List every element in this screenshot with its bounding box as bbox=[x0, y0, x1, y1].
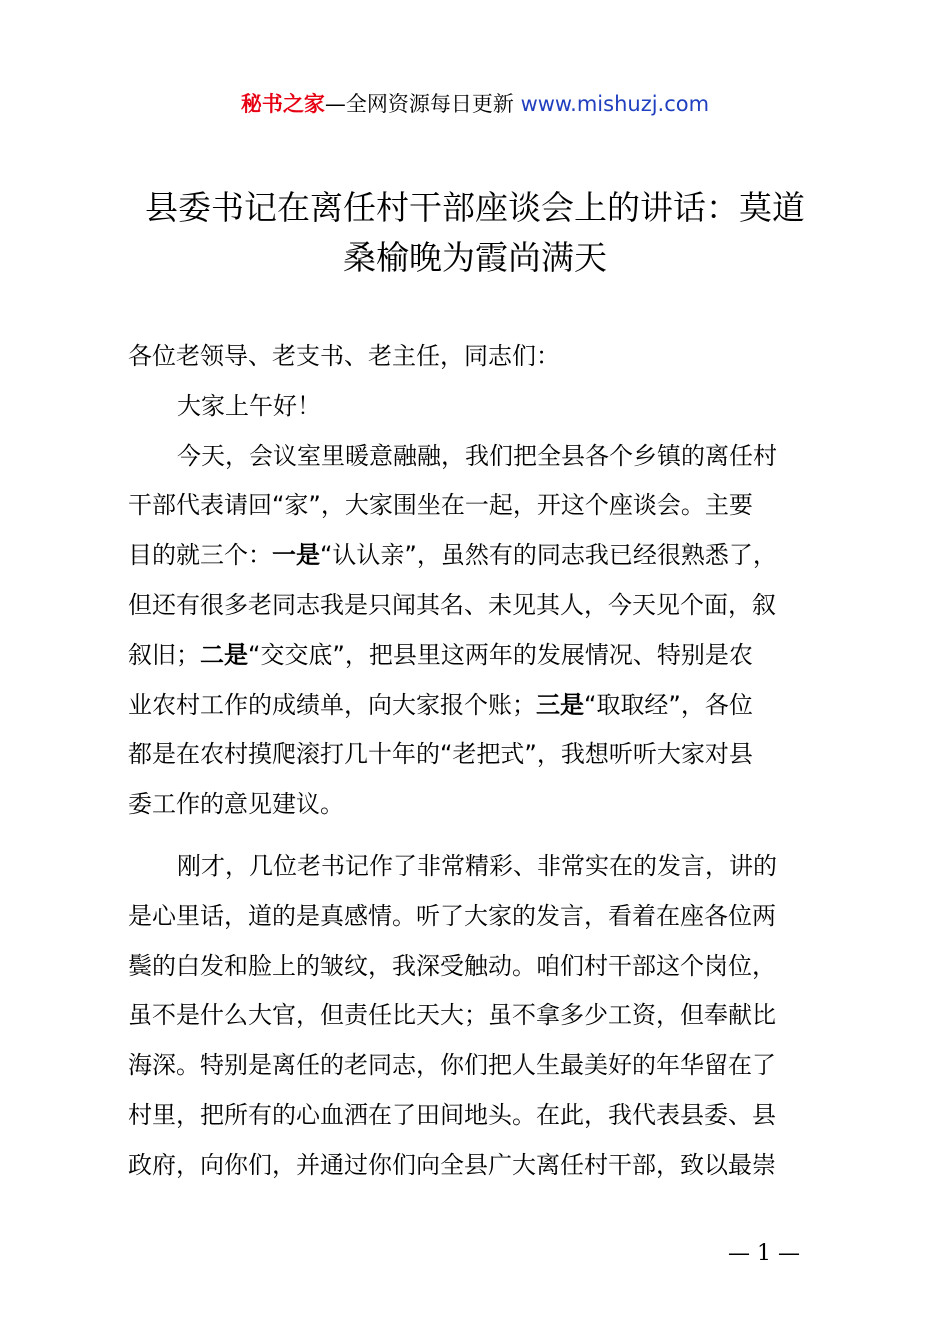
salutation: 各位老领导、老支书、老主任，同志们： bbox=[128, 342, 560, 370]
p1-line-6 bbox=[128, 681, 868, 731]
p1-line-4: 但还有很多老同志我是只闻其名、未见其人，今天见个面，叙 bbox=[128, 590, 776, 619]
p2-line-3: 鬓的白发和脸上的皱纹，我深受触动。咱们村干部这个岗位， bbox=[128, 951, 776, 980]
p1-line-3-a: 目的就三个： bbox=[128, 541, 272, 570]
p2-line-5: 海深。特别是离任的老同志，你们把人生最美好的年华留在了 bbox=[128, 1051, 776, 1080]
greeting: 大家上午好！ bbox=[177, 391, 321, 420]
p2-line-4: 虽不是什么大官，但责任比天大；虽不拿多少工资，但奉献比 bbox=[128, 1001, 776, 1030]
p1-line-5-c: “交交底”，把县里这两年的发展情况、特别是农 bbox=[248, 640, 753, 669]
page-number: — 1 — bbox=[728, 1241, 800, 1266]
p1-line-5 bbox=[128, 631, 868, 681]
p1-line-3 bbox=[128, 531, 868, 581]
paragraph-spacer bbox=[128, 830, 868, 842]
point-one-label: 一是 bbox=[272, 541, 320, 570]
p1-line-8: 委工作的意见建议。 bbox=[128, 790, 344, 819]
p1-line-3-c: “认认亲”，虽然有的同志我已经很熟悉了， bbox=[320, 541, 777, 570]
header-tagline: —全网资源每日更新 bbox=[324, 92, 521, 116]
site-url-link[interactable]: www.mishuzj.com bbox=[520, 92, 710, 116]
p1-line-6-a: 业农村工作的成绩单，向大家报个账； bbox=[128, 690, 536, 719]
title-line-2: 桑榆晚为霞尚满天 bbox=[343, 238, 607, 277]
title-line-1: 县委书记在离任村干部座谈会上的讲话：莫道 bbox=[145, 188, 805, 227]
p2-line-2: 是心里话，道的是真感情。听了大家的发言，看着在座各位两 bbox=[128, 901, 776, 930]
p1-line-7: 都是在农村摸爬滚打几十年的“老把式”，我想听听大家对县 bbox=[128, 740, 753, 769]
p2-line-1: 刚才，几位老书记作了非常精彩、非常实在的发言，讲的 bbox=[177, 851, 777, 880]
p1-line-6-c: “取取经”，各位 bbox=[584, 690, 753, 719]
p1-line-1: 今天，会议室里暖意融融，我们把全县各个乡镇的离任村 bbox=[177, 441, 777, 470]
brand-name: 秘书之家 bbox=[240, 92, 325, 116]
p1-line-2: 干部代表请回“家”，大家围坐在一起，开这个座谈会。主要 bbox=[128, 491, 753, 520]
p2-line-6: 村里，把所有的心血洒在了田间地头。在此，我代表县委、县 bbox=[128, 1100, 776, 1129]
p1-line-5-a: 叙旧； bbox=[128, 640, 200, 669]
document-body bbox=[128, 332, 868, 1191]
site-header bbox=[0, 88, 950, 120]
p2-line-7: 政府，向你们，并通过你们向全县广大离任村干部，致以最崇 bbox=[128, 1150, 776, 1179]
paragraph-2 bbox=[128, 842, 868, 1191]
document-title bbox=[110, 183, 840, 283]
point-two-label: 二是 bbox=[200, 640, 248, 669]
point-three-label: 三是 bbox=[536, 690, 584, 719]
paragraph-1 bbox=[128, 432, 868, 830]
